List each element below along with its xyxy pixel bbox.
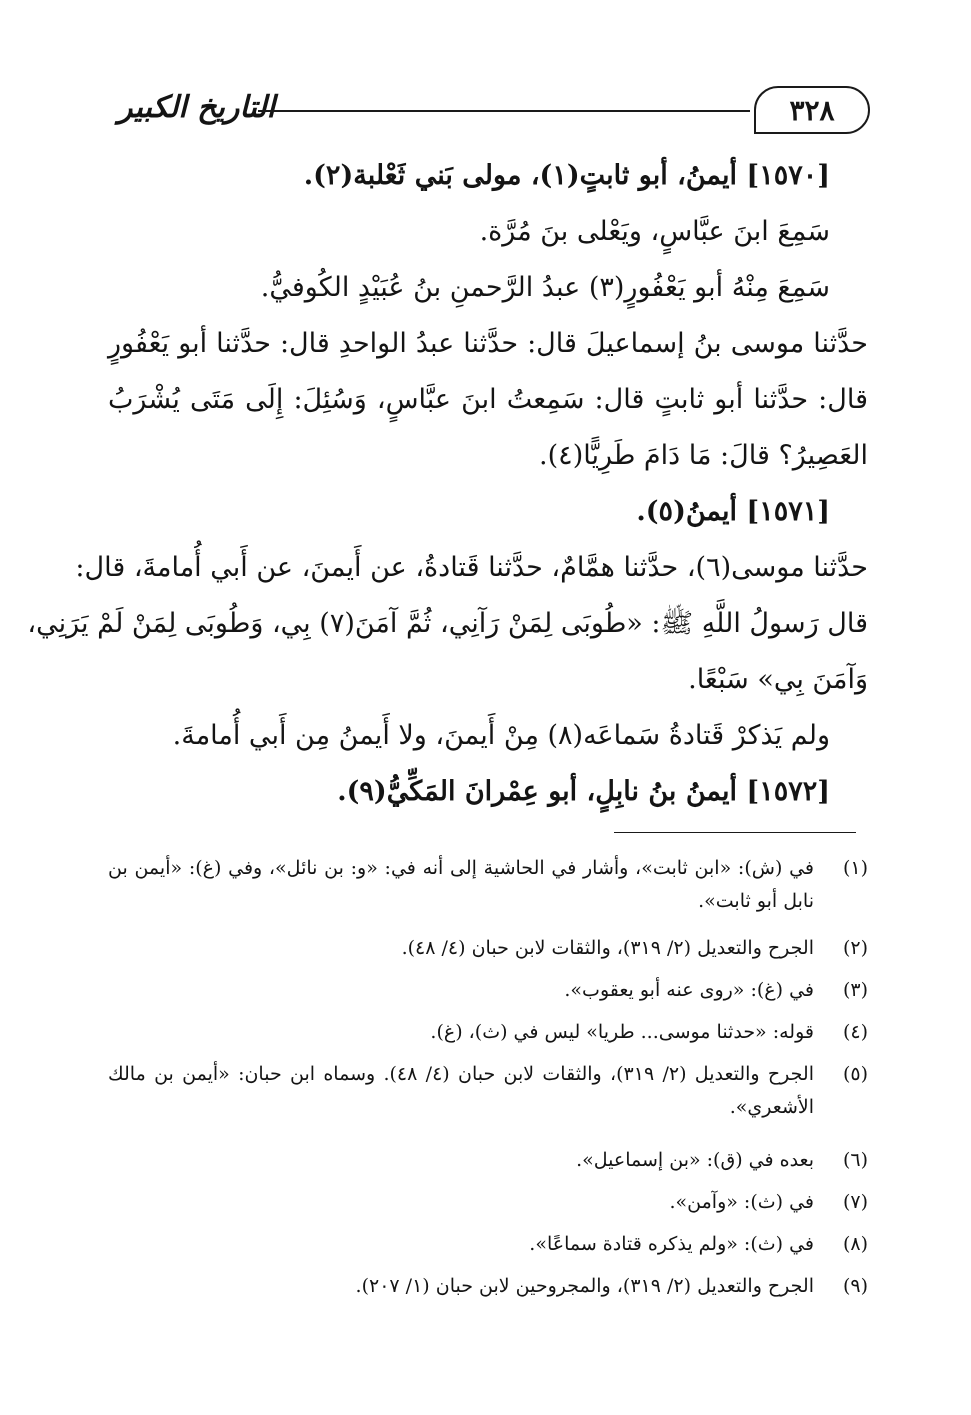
- footnote-number: (٩): [842, 1275, 868, 1297]
- text-line: حدَّثنا موسى بنُ إسماعيلَ قال: حدَّثنا عبدُ الواحدِ قال: حدَّثنا أبو يَعْفُورٍ: [108, 328, 868, 359]
- entry-heading-1570: [١٥٧٠] أيمنُ، أبو ثابتٍ(١)، مولى بَني ثَعْلبة(٢).: [303, 160, 830, 191]
- text-line: سَمِعَ مِنْهُ أبو يَعْفُورٍ(٣) عبدُ الرَّحمنِ بنُ عُبَيْدٍ الكُوفيُّ.: [260, 272, 830, 303]
- footnote-separator: [614, 832, 856, 833]
- footnote: [108, 852, 868, 922]
- footnote-number: (١): [842, 857, 868, 879]
- footnote-text: قوله: «حدثنا موسى... طريا» ليس في (ث)، (غ).: [430, 1021, 814, 1043]
- footnote-number: (٣): [842, 979, 868, 1001]
- footnote-number: (٤): [842, 1021, 868, 1043]
- footnote-text: الجرح والتعديل (٢/ ٣١٩)، والثقات لابن حبان (٤/ ٤٨).: [401, 937, 814, 959]
- book-title: التاريخ الكبير: [118, 90, 276, 125]
- footnote-text: الجرح والتعديل (٢/ ٣١٩)، والثقات لابن حبان (٤/ ٤٨). وسماه ابن حبان: «أيمن بن مالك الأشعري».: [108, 1063, 814, 1118]
- text-line: سَمِعَ ابنَ عبَّاسٍ، ويَعْلى بنَ مُرَّة.: [479, 216, 830, 247]
- text-line: العَصِيرُ؟ قالَ: مَا دَامَ طَرِيًّا(٤).: [539, 440, 868, 471]
- text-line: حدَّثنا موسى(٦)، حدَّثنا همَّامٌ، حدَّثنا قَتادةُ، عن أَيمنَ، عن أَبي أُمامةَ، قال:: [75, 552, 868, 583]
- page-header: [110, 86, 870, 136]
- footnote: [108, 1058, 868, 1128]
- footnote-number: (٢): [842, 937, 868, 959]
- footnote-number: (٦): [842, 1149, 868, 1171]
- footnote-text: في (غ): «روى عنه أبو يعقوب».: [564, 979, 814, 1001]
- hadith-line: وَآمَنَ بِي» سَبْعًا.: [688, 664, 868, 695]
- footnote-text: بعده في (ق): «بن إسماعيل».: [576, 1149, 814, 1171]
- entry-heading-1572: [١٥٧٢] أيمنُ بنُ نابِلٍ، أبو عِمْرانَ المَكِّيُّ(٩).: [337, 776, 830, 807]
- text-line: ولم يَذكرْ قَتادةُ سَماعَه(٨) مِنْ أَيمنَ، ولا أَيمنُ مِن أَبي أُمامةَ.: [172, 720, 830, 751]
- page-number: ٣٢٨: [754, 86, 870, 134]
- text-line: قال: حدَّثنا أبو ثابتٍ قال: سَمِعتُ ابنَ عبَّاسٍ، وَسُئِلَ: إِلَى مَتَى يُشْرَبُ: [108, 384, 868, 415]
- footnote-text: في (ث): «ولم يذكره قتادة سماعًا».: [529, 1233, 814, 1255]
- entry-heading-1571: [١٥٧١] أيمنُ(٥).: [636, 496, 830, 527]
- footnote-text: في (ش): «ابن ثابت»، وأشار في الحاشية إلى أنه في: «و: بن نائل»، وفي (غ): «أيمن بن نابل أبو ثابت».: [108, 857, 814, 912]
- hadith-line: قال رَسولُ اللَّهِ ﷺ: «طُوبَى لِمَنْ رَآنِي، ثُمَّ آمَنَ(٧) بِي، وَطُوبَى لِمَنْ لَمْ يَرَنِي،: [27, 608, 868, 639]
- footnote-text: في (ث): «وآمن».: [669, 1191, 814, 1213]
- footnote-number: (٥): [842, 1063, 868, 1085]
- footnote-number: (٧): [842, 1191, 868, 1213]
- header-rule: [258, 110, 750, 112]
- footnote-number: (٨): [842, 1233, 868, 1255]
- footnote-text: الجرح والتعديل (٢/ ٣١٩)، والمجروحين لابن حبان (١/ ٢٠٧).: [355, 1275, 814, 1297]
